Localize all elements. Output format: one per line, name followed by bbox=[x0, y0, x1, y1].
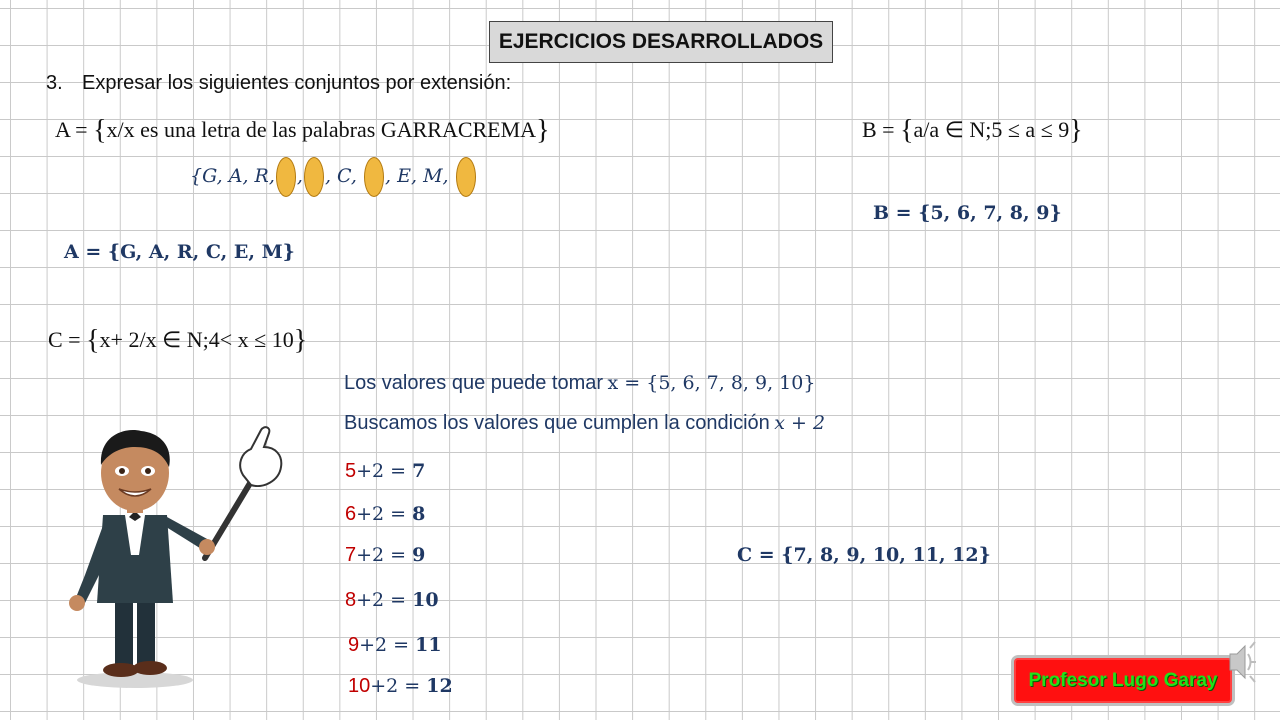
exercise-instruction: Expresar los siguientes conjuntos por extensión: bbox=[82, 72, 512, 94]
values-line bbox=[344, 372, 815, 395]
page-title: EJERCICIOS DESARROLLADOS bbox=[489, 21, 833, 63]
crossed-letter-oval bbox=[456, 157, 476, 197]
calc-row: 5+2 = 7 bbox=[345, 460, 426, 482]
calc-row: 8+2 = 10 bbox=[345, 589, 439, 611]
letter-r: R bbox=[254, 165, 269, 187]
author-badge: Profesor Lugo Garay bbox=[1011, 655, 1235, 706]
values-math: x = {5, 6, 7, 8, 9, 10} bbox=[607, 372, 816, 394]
calc-row: 6+2 = 8 bbox=[345, 503, 426, 525]
speaker-icon[interactable] bbox=[1228, 636, 1256, 688]
condition-line bbox=[344, 412, 825, 435]
set-a-body: x/x es una letra de las palabras GARRACREMA bbox=[106, 117, 537, 142]
set-b-result: B = {5, 6, 7, 8, 9} bbox=[873, 202, 1062, 224]
set-a-listing: {G, A, R, , , C, , E, M, bbox=[190, 157, 477, 197]
set-a-definition: A = {x/x es una letra de las palabras GARRACREMA} bbox=[55, 115, 550, 146]
set-a-lhs: A = bbox=[55, 117, 94, 142]
values-text: Los valores que puede tomar bbox=[344, 372, 604, 394]
letter-c: C bbox=[337, 165, 351, 187]
exercise-number: 3. bbox=[46, 72, 63, 94]
condition-math: x + 2 bbox=[774, 412, 826, 434]
crossed-letter-oval bbox=[304, 157, 324, 197]
set-b-body: a/a ∈ N;5 ≤ a ≤ 9 bbox=[913, 117, 1070, 142]
set-c-definition: C = {x+ 2/x ∈ N;4< x ≤ 10} bbox=[48, 325, 308, 356]
letter-m: M bbox=[423, 165, 443, 187]
calc-row: 10+2 = 12 bbox=[348, 675, 453, 697]
set-b-definition: B = {a/a ∈ N;5 ≤ a ≤ 9} bbox=[862, 115, 1083, 146]
calc-row: 7+2 = 9 bbox=[345, 544, 426, 566]
calc-row: 9+2 = 11 bbox=[348, 634, 442, 656]
set-c-body: x+ 2/x ∈ N;4< x ≤ 10 bbox=[99, 327, 294, 352]
letter-e: E bbox=[397, 165, 411, 187]
crossed-letter-oval bbox=[364, 157, 384, 197]
crossed-letter-oval bbox=[276, 157, 296, 197]
letter-g: G bbox=[202, 165, 217, 187]
letter-a: A bbox=[228, 165, 243, 187]
condition-text: Buscamos los valores que cumplen la condición bbox=[344, 412, 770, 434]
set-b-lhs: B = bbox=[862, 117, 901, 142]
teacher-avatar-icon bbox=[55, 425, 290, 695]
set-c-result: C = {7, 8, 9, 10, 11, 12} bbox=[737, 544, 991, 566]
set-c-lhs: C = bbox=[48, 327, 87, 352]
set-a-result: A = {G, A, R, C, E, M} bbox=[64, 241, 295, 263]
